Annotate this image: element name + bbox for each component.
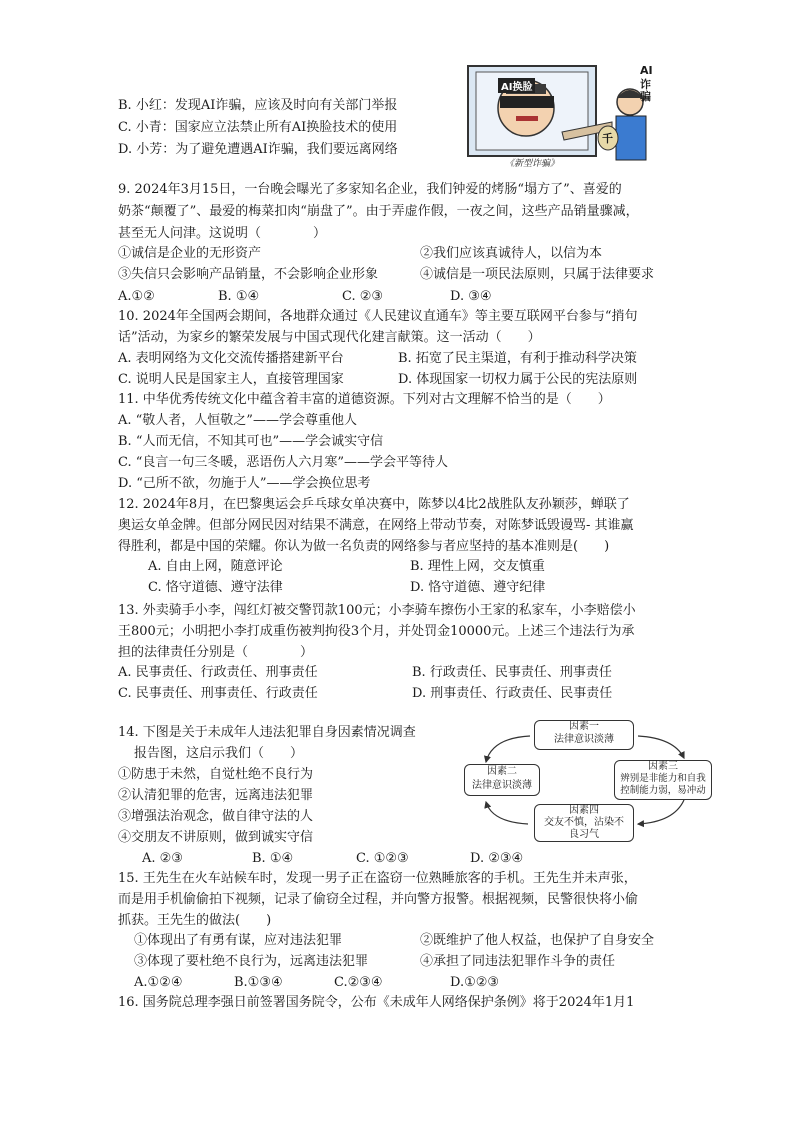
factor-3-box — [614, 760, 712, 800]
factor-2-text: 法律意识淡薄 — [472, 780, 532, 791]
q13-option-c[interactable]: C. 民事责任、刑事责任、行政责任 — [118, 686, 318, 701]
q15-statement-4: ④承担了同违法犯罪作斗争的责任 — [420, 954, 616, 969]
q9-statement-2: ②我们应该真诚待人，以信为本 — [420, 246, 603, 261]
q13-stem-line-2: 王800元；小明把小李打成重伤被判拘役3个月，并处罚金10000元。上述三个违法行为承 — [118, 624, 635, 639]
q9-option-c[interactable]: C. ②③ — [342, 289, 384, 304]
cartoon-caption: 《新型诈骗》 — [505, 159, 560, 169]
q12-option-a[interactable]: A. 自由上网，随意评论 — [148, 559, 283, 574]
q10-option-d[interactable]: D. 体现国家一切权力属于公民的宪法原则 — [398, 372, 638, 387]
factor-3-line-2: 控制能力弱，易冲动 — [620, 785, 706, 796]
q11-option-b[interactable]: B. “人而无信，不知其可也”——学会诚实守信 — [118, 434, 384, 449]
q15-option-d[interactable]: D.①②③ — [450, 975, 500, 990]
q15-option-c[interactable]: C.②③④ — [334, 975, 383, 990]
q12-stem-line-1: 12. 2024年8月，在巴黎奥运会乒乓球女单决赛中，陈梦以4比2战胜队友孙颖莎，蝉联了 — [118, 497, 630, 512]
q14-statement-1: ①防患于未然，自觉杜绝不良行为 — [118, 767, 314, 782]
q13-option-d[interactable]: D. 刑事责任、行政责任、民事责任 — [412, 686, 613, 701]
q13-option-a[interactable]: A. 民事责任、行政责任、刑事责任 — [118, 665, 318, 680]
q14-option-d[interactable]: D. ②③④ — [470, 851, 524, 866]
cartoon-side-text-2: 诈 — [640, 78, 651, 91]
q15-statement-1: ①体现出了有勇有谋，应对违法犯罪 — [134, 933, 343, 948]
q11-option-d[interactable]: D. “己所不欲，勿施于人”——学会换位思考 — [118, 476, 371, 491]
q8-option-c[interactable]: C. 小青：国家应立法禁止所有AI换脸技术的使用 — [118, 120, 398, 135]
q9-stem-line-2: 奶茶“颠覆了”、最爱的梅菜扣肉“崩盘了”。由于弄虚作假，一夜之间，这些产品销量骤减， — [118, 204, 639, 219]
factor-2-box — [464, 764, 540, 796]
q9-stem-line-1: 9. 2024年3月15日，一台晚会曝光了多家知名企业，我们钟爱的烤肠“塌方了”、喜爱的 — [118, 182, 622, 197]
q15-stem-line-2: 而是用手机偷偷拍下视频，记录了偷窃全过程，并向警方报警。根据视频，民警很快将小偷 — [118, 892, 639, 907]
q9-statement-4: ④诚信是一项民法原则，只属于法律要求 — [420, 267, 655, 282]
q14-option-a[interactable]: A. ②③ — [142, 851, 183, 866]
q15-stem-line-1: 15. 王先生在火车站候车时，发现一男子正在盗窃一位熟睡旅客的手机。王先生并未声张， — [118, 871, 637, 886]
q14-statement-3: ③增强法治观念，做自律守法的人 — [118, 809, 314, 824]
q9-statement-1: ①诚信是企业的无形资产 — [118, 246, 262, 261]
q9-statement-3: ③失信只会影响产品销量，不会影响企业形象 — [118, 267, 379, 282]
q9-option-b[interactable]: B. ①④ — [218, 289, 260, 304]
q16-stem-line-1: 16. 国务院总理李强日前签署国务院令，公布《未成年人网络保护条例》将于2024年1月1 — [118, 995, 635, 1010]
q8-option-b[interactable]: B. 小红：发现AI诈骗，应该及时向有关部门举报 — [118, 98, 398, 113]
factor-3-line-1: 辨别是非能力和自我 — [620, 773, 706, 784]
q9-option-a[interactable]: A.①② — [118, 289, 155, 304]
q14-option-c[interactable]: C. ①②③ — [356, 851, 409, 866]
q13-stem-line-3: 担的法律责任分别是（ ） — [118, 645, 314, 660]
q12-option-c[interactable]: C. 恪守道德、遵守法律 — [148, 580, 283, 595]
q9-stem-line-3: 甚至无人问津。这说明（ ） — [118, 226, 327, 241]
q11-option-a[interactable]: A. “敬人者，人恒敬之”——学会尊重他人 — [118, 413, 357, 428]
q14-stem-line-1: 14. 下图是关于未成年人违法犯罪自身因素情况调查 — [118, 725, 416, 740]
ai-fraud-cartoon — [462, 62, 676, 178]
factor-1-title: 因素一 — [569, 721, 599, 732]
q15-statement-2: ②既维护了他人权益，也保护了自身安全 — [420, 933, 655, 948]
q14-statement-2: ②认清犯罪的危害，远离违法犯罪 — [118, 788, 314, 803]
cartoon-side-text-3: 骗 — [640, 90, 651, 103]
cartoon-screen-label: AI换脸 — [498, 78, 535, 93]
q9-option-d[interactable]: D. ③④ — [450, 289, 492, 304]
cartoon-bag-label: 千 — [602, 132, 613, 145]
cartoon-side-text-1: AI — [640, 64, 653, 77]
q15-stem-line-3: 抓获。王先生的做法( ) — [118, 913, 272, 928]
q11-option-c[interactable]: C. “良言一句三冬暖，恶语伤人六月寒”——学会平等待人 — [118, 455, 449, 470]
q14-statement-4: ④交朋友不讲原则，做到诚实守信 — [118, 830, 314, 845]
q10-option-a[interactable]: A. 表明网络为文化交流传播搭建新平台 — [118, 351, 344, 366]
q15-statement-3: ③体现了要杜绝不良行为，远离违法犯罪 — [134, 954, 369, 969]
q13-stem-line-1: 13. 外卖骑手小李，闯红灯被交警罚款100元；小李骑车擦伤小王家的私家车，小李赔偿小 — [118, 603, 636, 618]
q12-option-b[interactable]: B. 理性上网，交友慎重 — [410, 559, 545, 574]
q12-option-d[interactable]: D. 恪守道德、遵守纪律 — [410, 580, 546, 595]
q14-stem-line-2: 报告图，这启示我们（ ） — [134, 746, 304, 761]
q15-option-a[interactable]: A.①②④ — [134, 975, 183, 990]
factor-3-title: 因素三 — [648, 761, 678, 772]
q11-stem: 11. 中华优秀传统文化中蕴含着丰富的道德资源。下列对古文理解不恰当的是（ ） — [118, 392, 611, 407]
q13-option-b[interactable]: B. 行政责任、民事责任、刑事责任 — [412, 665, 612, 680]
q8-option-d[interactable]: D. 小芳：为了避免遭遇AI诈骗，我们要远离网络 — [118, 142, 398, 157]
q12-stem-line-3: 得胜利，都是中国的荣耀。你认为做一名负责的网络参与者应坚持的基本准则是( ) — [118, 539, 610, 554]
factor-4-line-2: 良习气 — [569, 829, 599, 840]
factor-1-text: 法律意识淡薄 — [554, 734, 614, 745]
q10-stem-line-2: 话”活动，为家乡的繁荣发展与中国式现代化建言献策。这一活动（ ） — [118, 330, 541, 345]
q14-factor-diagram — [462, 718, 712, 842]
q10-option-c[interactable]: C. 说明人民是国家主人，直接管理国家 — [118, 372, 344, 387]
factor-1-box — [534, 720, 634, 750]
factor-4-line-1: 交友不慎，沾染不 — [544, 817, 624, 828]
q12-stem-line-2: 奥运女单金牌。但部分网民因对结果不满意，在网络上带动节奏，对陈梦诋毁谩骂- 其谁赢 — [118, 518, 634, 533]
q10-option-b[interactable]: B. 拓宽了民主渠道，有利于推动科学决策 — [398, 351, 637, 366]
factor-4-box — [534, 804, 634, 842]
q15-option-b[interactable]: B.①③④ — [234, 975, 283, 990]
factor-2-title: 因素二 — [487, 766, 517, 777]
q14-option-b[interactable]: B. ①④ — [252, 851, 294, 866]
factor-4-title: 因素四 — [569, 805, 599, 816]
q10-stem-line-1: 10. 2024年全国两会期间，各地群众通过《人民建议直通车》等主要互联网平台参与“捎句 — [118, 309, 638, 324]
